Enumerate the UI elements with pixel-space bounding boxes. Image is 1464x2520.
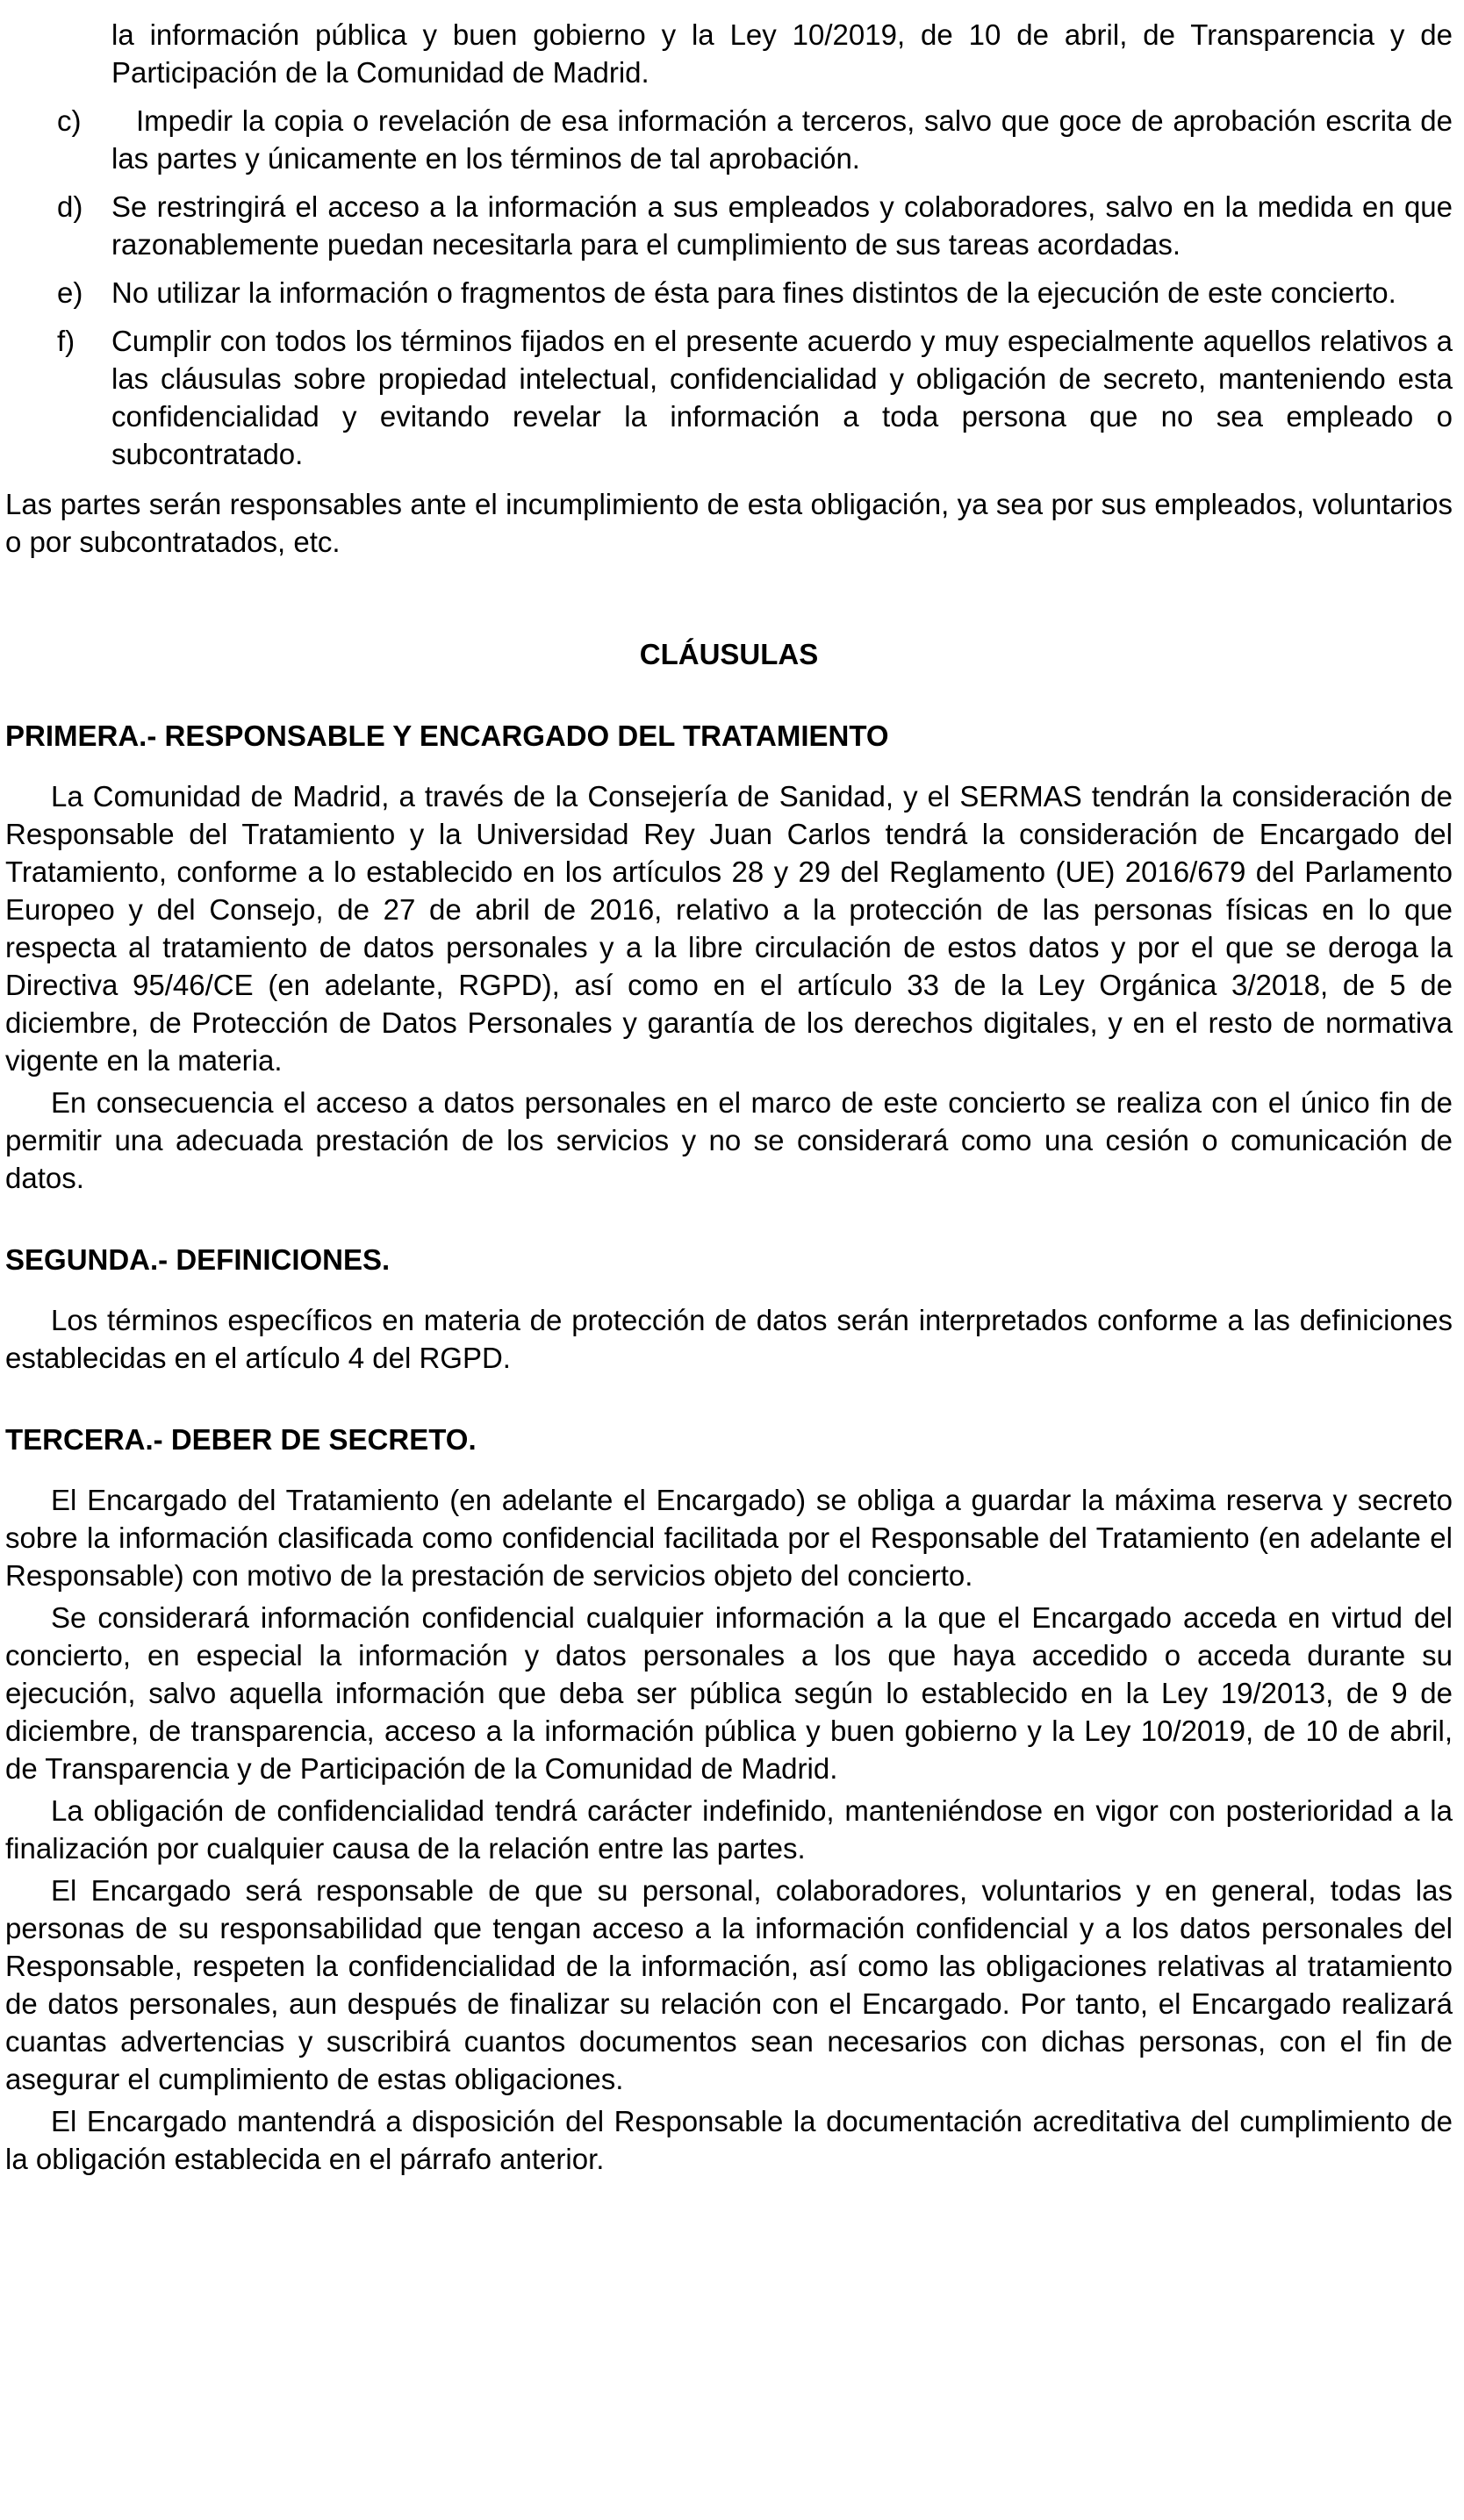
clause-tercera-heading: TERCERA.- DEBER DE SECRETO. xyxy=(5,1423,477,1456)
clause-tercera-paragraph-3: La obligación de confidencialidad tendrá carácter indefinido, manteniéndose en vigor con posterioridad a la finalización por cualquier causa de la relación entre las partes. xyxy=(5,1794,1453,1865)
clause-tercera-paragraph-1: El Encargado del Tratamiento (en adelante el Encargado) se obliga a guardar la máxima reserva y secreto sobre la información clasificada como confidencial facilitada por el Responsable del Tratamiento (en adelante el Responsable) con motivo de la prestación de servicios objeto del concierto. xyxy=(5,1484,1453,1592)
list-item-d xyxy=(5,188,1453,263)
item-text xyxy=(111,274,1453,311)
list-item-e xyxy=(5,274,1453,311)
clause-primera-heading: PRIMERA.- RESPONSABLE Y ENCARGADO DEL TRATAMIENTO xyxy=(5,719,889,752)
list-item-c xyxy=(5,102,1453,177)
clause-primera-paragraph-2: En consecuencia el acceso a datos personales en el marco de este concierto se realiza con el único fin de permitir una adecuada prestación de los servicios y no se considerará como una cesión o comunicación de datos. xyxy=(5,1086,1453,1194)
item-label: f) xyxy=(57,325,75,357)
clause-segunda-heading: SEGUNDA.- DEFINICIONES. xyxy=(5,1243,391,1276)
clauses-title: CLÁUSULAS xyxy=(639,638,819,670)
clause-tercera-paragraph-4: El Encargado será responsable de que su personal, colaboradores, voluntarios y en general, todas las personas de su responsabilidad que tengan acceso a la información confidencial y a los datos personales del Responsable, respeten la confidencialidad de la información, así como las obligaciones relativas al tratamiento de datos personales, aun después de finalizar su relación con el Encargado. Por tanto, el Encargado realizará cuantas advertencias y suscribirá cuantos documentos sean necesarios con dichas personas, con el fin de asegurar el cumplimiento de estas obligaciones. xyxy=(5,1874,1453,2095)
item-label: e) xyxy=(57,276,83,309)
item-text-content: Impedir la copia o revelación de esa información a terceros, salvo que goce de aprobación escrita de las partes y únicamente en los términos de tal aprobación. xyxy=(111,104,1453,175)
item-text xyxy=(111,102,1453,177)
item-text xyxy=(111,188,1453,263)
item-text xyxy=(111,16,1453,91)
clause-segunda-paragraph-1: Los términos específicos en materia de protección de datos serán interpretados conforme a las definiciones establecidas en el artículo 4 del RGPD. xyxy=(5,1304,1453,1374)
item-text xyxy=(111,322,1453,473)
clause-primera-paragraph-1: La Comunidad de Madrid, a través de la Consejería de Sanidad, y el SERMAS tendrán la consideración de Responsable del Tratamiento y la Universidad Rey Juan Carlos tendrá la consideración de Encargado del Tratamiento, conforme a lo establecido en los artículos 28 y 29 del Reglamento (UE) 2016/679 del Parlamento Europeo y del Consejo, de 27 de abril de 2016, relativo a la protección de las personas físicas en lo que respecta al tratamiento de datos personales y a la libre circulación de estos datos y por el que se deroga la Directiva 95/46/CE (en adelante, RGPD), así como en el artículo 33 de la Ley Orgánica 3/2018, de 5 de diciembre, de Protección de Datos Personales y garantía de los derechos digitales, y en el resto de normativa vigente en la materia. xyxy=(5,780,1453,1077)
item-label: d) xyxy=(57,190,83,223)
item-label: c) xyxy=(57,104,82,137)
item-text-content: Se restringirá el acceso a la información a sus empleados y colaboradores, salvo en la medida en que razonablemente puedan necesitarla para el cumplimiento de sus tareas acordadas. xyxy=(111,190,1453,261)
item-text-content: la información pública y buen gobierno y la Ley 10/2019, de 10 de abril, de Transparencia y de Participación de la Comunidad de Madrid. xyxy=(111,18,1453,89)
closing-paragraph: Las partes serán responsables ante el incumplimiento de esta obligación, ya sea por sus empleados, voluntarios o por subcontratados, etc. xyxy=(5,488,1453,558)
tab-spacer xyxy=(111,130,136,131)
list-item-b-continuation xyxy=(5,16,1453,91)
clause-tercera-paragraph-2: Se considerará información confidencial cualquier información a la que el Encargado acceda en virtud del concierto, en especial la información y datos personales a los que haya accedido o acceda durante su ejecución, salvo aquella información que deba ser pública según lo establecido en la Ley 19/2013, de 9 de diciembre, de transparencia, acceso a la información pública y buen gobierno y la Ley 10/2019, de 10 de abril, de Transparencia y de Participación de la Comunidad de Madrid. xyxy=(5,1601,1453,1785)
item-text-content: Cumplir con todos los términos fijados en el presente acuerdo y muy especialmente aquellos relativos a las cláusulas sobre propiedad intelectual, confidencialidad y obligación de secreto, manteniendo esta confidencialidad y evitando revelar la información a toda persona que no sea empleado o subcontratado. xyxy=(111,325,1453,470)
item-text-content: No utilizar la información o fragmentos de ésta para fines distintos de la ejecución de este concierto. xyxy=(111,276,1396,309)
list-item-f xyxy=(5,322,1453,473)
clause-tercera-paragraph-5: El Encargado mantendrá a disposición del Responsable la documentación acreditativa del cumplimiento de la obligación establecida en el párrafo anterior. xyxy=(5,2105,1453,2175)
